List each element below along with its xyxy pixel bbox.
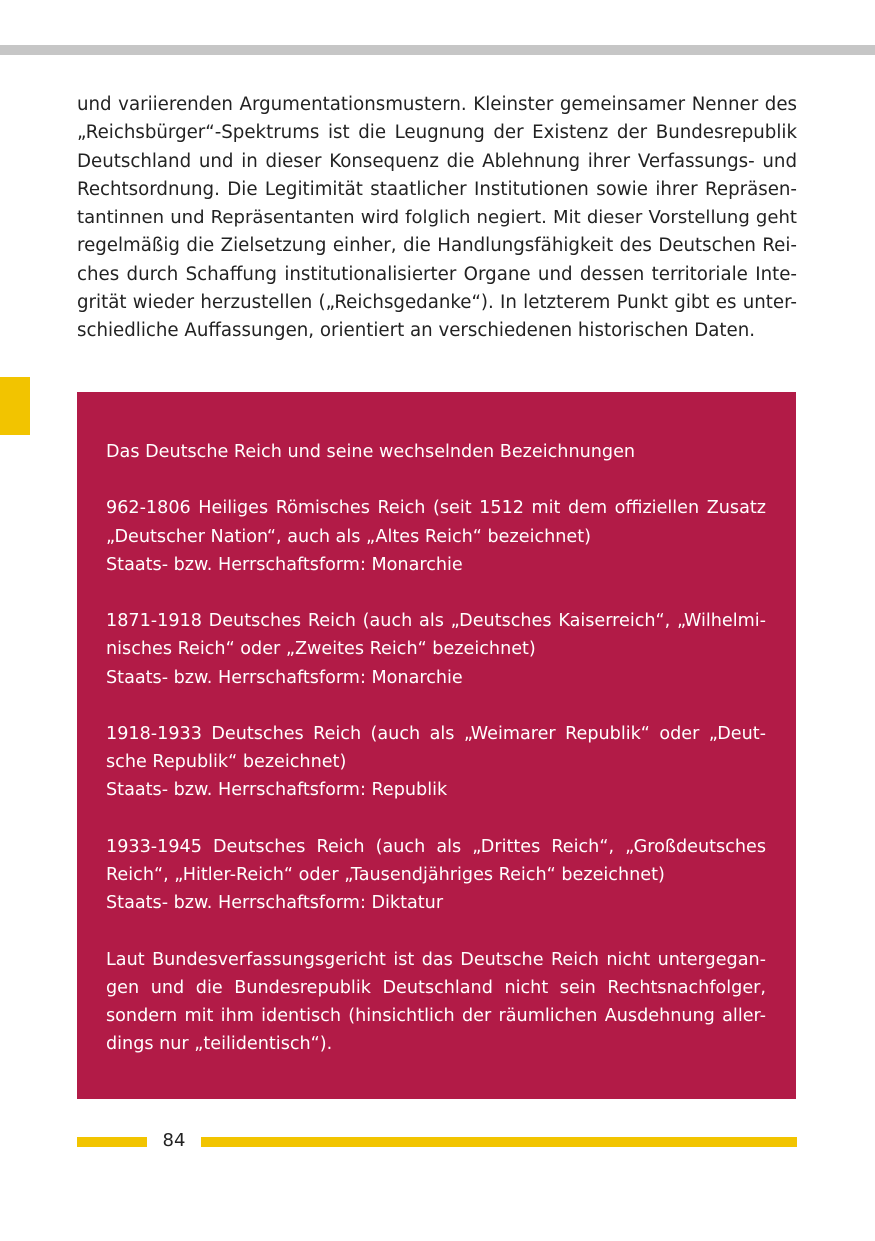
entry-line: Reich“, „Hitler-Reich“ oder „Tausendjähriges Reich“ bezeichnet) bbox=[106, 864, 665, 885]
info-box-title: Das Deutsche Reich und seine wechselnden Bezeichnungen bbox=[106, 442, 636, 462]
info-box-entry bbox=[106, 494, 766, 579]
entry-line: Laut Bundesverfassungsgericht ist das Deutsche Reich nicht untergegan- bbox=[106, 949, 766, 970]
entry-line: 1918-1933 Deutsches Reich (auch als „Weimarer Republik“ oder „Deut- bbox=[106, 723, 766, 744]
paragraph-line: tantinnen und Repräsentanten wird folglich negiert. Mit dieser Vorstellung geht bbox=[77, 207, 797, 228]
entry-line: Staats- bzw. Herrschaftsform: Monarchie bbox=[106, 554, 463, 575]
paragraph-line: „Reichsbürger“-Spektrums ist die Leugnung der Existenz der Bundesrepublik bbox=[77, 122, 797, 144]
paragraph-line: ches durch Schaffung institutionalisierter Organe und dessen territoriale Inte- bbox=[77, 263, 797, 285]
entry-line: gen und die Bundesrepublik Deutschland nicht sein Rechtsnachfolger, bbox=[106, 977, 766, 998]
entry-line: Staats- bzw. Herrschaftsform: Monarchie bbox=[106, 667, 463, 688]
entry-line: Staats- bzw. Herrschaftsform: Republik bbox=[106, 780, 448, 801]
paragraph-line: regelmäßig die Zielsetzung einher, die Handlungsfähigkeit des Deutschen Rei- bbox=[77, 235, 797, 257]
paragraph-line: und variierenden Argumentationsmustern. Kleinster gemeinsamer Nenner des bbox=[77, 94, 797, 115]
info-box-entry bbox=[106, 833, 766, 918]
entry-line: sche Republik“ bezeichnet) bbox=[106, 752, 347, 773]
paragraph-line: Deutschland und in dieser Konsequenz die Ablehnung ihrer Verfassungs- und bbox=[77, 150, 797, 172]
entry-line: 1933-1945 Deutsches Reich (auch als „Drittes Reich“, „Großdeutsches bbox=[106, 836, 766, 857]
entry-line: Staats- bzw. Herrschaftsform: Diktatur bbox=[106, 893, 444, 914]
paragraph-line: schiedliche Auffassungen, orientiert an verschiedenen historischen Daten. bbox=[77, 320, 756, 341]
entry-line: nisches Reich“ oder „Zweites Reich“ bezeichnet) bbox=[106, 639, 536, 660]
entry-line: dings nur „teilidentisch“). bbox=[106, 1034, 333, 1055]
entry-line: 1871-1918 Deutsches Reich (auch als „Deutsches Kaiserreich“, „Wilhelmi- bbox=[106, 611, 766, 632]
paragraph-line: Rechtsordnung. Die Legitimität staatlicher Institutionen sowie ihrer Repräsen- bbox=[77, 178, 797, 200]
paragraph-line: grität wieder herzustellen („Reichsgedanke“). In letzterem Punkt gibt es unter- bbox=[77, 291, 797, 313]
info-box bbox=[77, 392, 796, 1099]
info-box-entry bbox=[106, 720, 766, 805]
footer-bar-left bbox=[77, 1137, 147, 1147]
body-paragraph bbox=[77, 91, 797, 345]
info-box-entry bbox=[106, 607, 766, 692]
entry-line: „Deutscher Nation“, auch als „Altes Reich“ bezeichnet) bbox=[106, 526, 592, 547]
chapter-side-tab bbox=[0, 377, 30, 435]
top-rule bbox=[0, 45, 875, 55]
info-box-content bbox=[106, 438, 766, 1058]
page-number: 84 bbox=[162, 1130, 186, 1151]
info-box-entry bbox=[106, 946, 766, 1059]
entry-line: sondern mit ihm identisch (hinsichtlich der räumlichen Ausdehnung aller- bbox=[106, 1005, 766, 1026]
footer-bar-right bbox=[201, 1137, 797, 1147]
entry-line: 962-1806 Heiliges Römisches Reich (seit 1512 mit dem offiziellen Zusatz bbox=[106, 498, 766, 519]
